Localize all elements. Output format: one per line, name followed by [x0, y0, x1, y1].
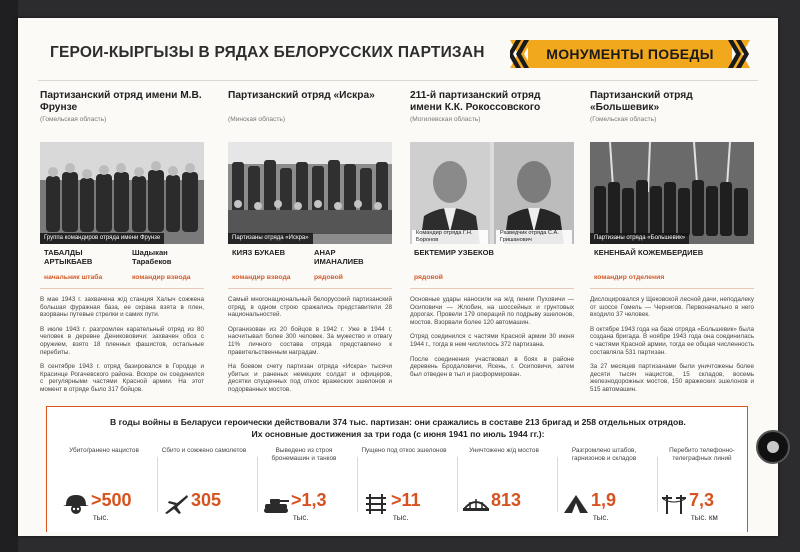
photo-caption: Партизаны отряда «Искра»: [228, 233, 313, 244]
photo-portraits: [410, 142, 574, 244]
person-name: АНАР ИМАНАЛИЕВ: [314, 248, 364, 266]
column-region: (Минская область): [228, 116, 286, 123]
stat-unit: тыс.: [393, 513, 409, 522]
victory-monuments-banner: [510, 40, 750, 68]
telegraph-pole-icon: [661, 493, 687, 515]
summary-box: [46, 406, 748, 532]
person-name: КИЯЗ БУКАЕВ: [232, 248, 286, 257]
paragraph: На боевом счету партизан отряда «Искра» тысячи убитых и раненых немецких солдат и офицеров, десятки спущенных под откос вражеских эшелонов и подорванных мостов.: [228, 363, 392, 393]
summary-line-1: В годы войны в Беларуси героически действовали 374 тыс. партизан: они сражались в составе 213 бригад и 258 отдельных отрядов.: [110, 417, 686, 427]
group-photo-icon: [40, 142, 204, 244]
stat-value: >500: [91, 490, 132, 510]
stat-value: 1,9: [591, 490, 617, 510]
railway-icon: [363, 493, 389, 515]
bridge-icon: [463, 493, 489, 515]
person-name: Шадыкан Тарабеков: [132, 248, 172, 266]
person-role: командир взвода: [232, 274, 291, 281]
stat-unit: тыс.: [293, 513, 309, 522]
paragraph: Отряд соединился с частями Красной армии 30 июня 1944 г., тогда в нем числилось 372 партизана.: [410, 333, 574, 348]
paragraph: Организован из 20 бойцов в 1942 г. Уже в 1944 г. насчитывал более 300 человек. За мужество и отвагу 11% личного состава отряда представлено к правительственным наградам.: [228, 325, 392, 356]
stat-value: >1,3: [291, 490, 327, 510]
paragraph: После соединения участвовал в боях в районе деревень Бродаловичи, Ясень, г. Осиповичи, затем был отведен в тыл и расформирован.: [410, 355, 574, 378]
column-title: Партизанский отряд имени М.В. Фрунзе: [40, 90, 202, 113]
stat-label: Сбито и сожжено самолетов: [161, 447, 247, 454]
photo-caption: Группа командиров отряда имени Фрунзе: [40, 233, 164, 244]
airplane-icon: [163, 493, 189, 515]
stat-nazis: [61, 447, 147, 527]
paragraph: В мае 1943 г. захвачена ж/д станция Халыч сожжена большая фуражная база, ее охрана взята в плен, взорваны путевые стрелки и самих пути.: [40, 296, 204, 319]
person-role: начальник штаба: [44, 274, 103, 281]
portrait-photos-icon: [410, 142, 574, 244]
column-title: 211-й партизанский отряд имени К.К. Рокоссовского: [410, 90, 541, 113]
stat-headquarters: [561, 447, 647, 527]
paragraph: В июле 1943 г. разгромлен карательный отряд из 80 человек в деревне Деникововичи: захвачен обоз с оружием, взято 18 пленных фашистов, остальные перебиты.: [40, 325, 204, 356]
stat-value: 7,3: [689, 490, 715, 510]
column-body: [40, 296, 204, 401]
column-region: (Гомельская область): [590, 116, 657, 123]
column-region: (Гомельская область): [40, 116, 107, 123]
column-title: Партизанский отряд «Большевик»: [590, 90, 693, 113]
people-row: [590, 248, 754, 292]
left-dark-edge: [0, 0, 18, 552]
photo-caption-left: Командир отряда Г.Н. Боронов: [412, 230, 488, 244]
screen-home-button[interactable]: [756, 430, 790, 464]
stat-separator: [257, 457, 258, 512]
person-name: КЕНЕНБАЙ КОЖЕМБЕРДИЕВ: [594, 248, 704, 257]
column-rokossovsky: [410, 90, 574, 420]
group-photo-icon: [228, 142, 392, 244]
stat-label: Пущено под откос эшелонов: [361, 447, 447, 454]
paragraph: За 27 месяцев партизанами были уничтожены более десяти тысяч нацистов, 15 складов, восемь железнодорожных мостов, 150 вражеских эшелонов и 515 автомашин.: [590, 363, 754, 393]
column-body: [228, 296, 392, 401]
paragraph: В октябре 1943 года на базе отряда «Большевик» была создана бригада. В ноябре 1943 года она соединилась с частями Красной армии, тогда ее общая численность составляла 531 партизан.: [590, 325, 754, 356]
person-name: ТАБАЛДЫ АРТЫКБАЕВ: [44, 248, 93, 266]
stat-label: Выведено из строя бронемашин и танков: [271, 447, 337, 462]
helmet-skull-icon: [63, 493, 89, 515]
divider: [410, 288, 574, 289]
column-body: [590, 296, 754, 401]
photo-bolshevik-partisans: [590, 142, 754, 244]
poster: [18, 18, 778, 536]
column-region: (Могилевская область): [410, 116, 481, 123]
person-role: рядовой: [414, 274, 443, 281]
stat-separator: [457, 457, 458, 512]
person-name: БЕКТЕМИР УЗБЕКОВ: [414, 248, 495, 257]
stat-value: 305: [191, 490, 222, 510]
tank-icon: [263, 493, 289, 515]
stat-tanks: [261, 447, 347, 527]
group-photo-icon: [590, 142, 754, 244]
stat-unit: тыс.: [93, 513, 109, 522]
stat-unit: тыс.: [593, 513, 609, 522]
photo-frunze-commanders: [40, 142, 204, 244]
stat-label: Разгромлено штабов, гарнизонов и складов: [571, 447, 637, 462]
photo-caption-right: Разведчик отряда С.А. Гришанович: [496, 230, 572, 244]
header-divider: [38, 80, 758, 81]
people-row: [410, 248, 574, 292]
column-bolshevik: [590, 90, 754, 420]
stat-airplanes: [161, 447, 247, 527]
summary-line-2: Их основные достижения за три года (с июня 1941 по июль 1944 гг.):: [251, 429, 545, 439]
people-row: [40, 248, 204, 292]
divider: [40, 288, 204, 289]
stat-unit: тыс. км: [691, 513, 718, 522]
people-row: [228, 248, 392, 292]
stat-bridges: [461, 447, 547, 527]
paragraph: Основные удары наносили на ж/д линии Пуховичи — Осиповичи — Жлобин, на шоссейных и грунтовых дорогах. Провели 179 операций по подрыву эшелонов, мостов. Взорвали более 120 автомашин.: [410, 296, 574, 326]
stat-value: >11: [391, 490, 421, 510]
stat-separator: [157, 457, 158, 512]
divider: [228, 288, 392, 289]
person-role: командир отделения: [594, 274, 665, 281]
stat-separator: [557, 457, 558, 512]
page-title: ГЕРОИ-КЫРГЫЗЫ В РЯДАХ БЕЛОРУССКИХ ПАРТИЗАН: [50, 44, 485, 61]
stat-trains: [361, 447, 447, 527]
stat-label: Убито/ранено нацистов: [69, 447, 139, 454]
stat-label: Уничтожено ж/д мостов: [469, 447, 539, 454]
paragraph: Дислоцировался у Щековской лесной дачи, неподалеку от шоссе Гомель — Чернигов. Первоначально в него входило 37 человек.: [590, 296, 754, 319]
column-iskra: [228, 90, 392, 420]
photo-caption: Партизаны отряда «Большевик»: [590, 233, 689, 244]
person-role: рядовой: [314, 274, 343, 281]
column-frunze: [40, 90, 204, 420]
stat-telegraph: [659, 447, 745, 527]
paragraph: Самый многонациональный белорусский партизанский отряд, в одном строю сражались представители 28 национальностей.: [228, 296, 392, 319]
person-role: командир взвода: [132, 274, 191, 281]
tent-icon: [563, 493, 589, 515]
column-body: [410, 296, 574, 385]
banner-label: МОНУМЕНТЫ ПОБЕДЫ: [546, 46, 714, 62]
column-title: Партизанский отряд «Искра»: [228, 90, 375, 101]
photo-iskra-partisans: [228, 142, 392, 244]
stat-separator: [357, 457, 358, 512]
stat-label: Перебито телефонно-телеграфных линий: [669, 447, 735, 462]
paragraph: В сентябре 1943 г. отряд базировался в Городце и Красинце Рогачевского района. Вскоре он соединился с регулярными частями Красной армии. На этот момент в отряде было 317 бойцов.: [40, 363, 204, 393]
divider: [590, 288, 754, 289]
stat-separator: [657, 457, 658, 512]
stat-value: 813: [491, 490, 522, 510]
